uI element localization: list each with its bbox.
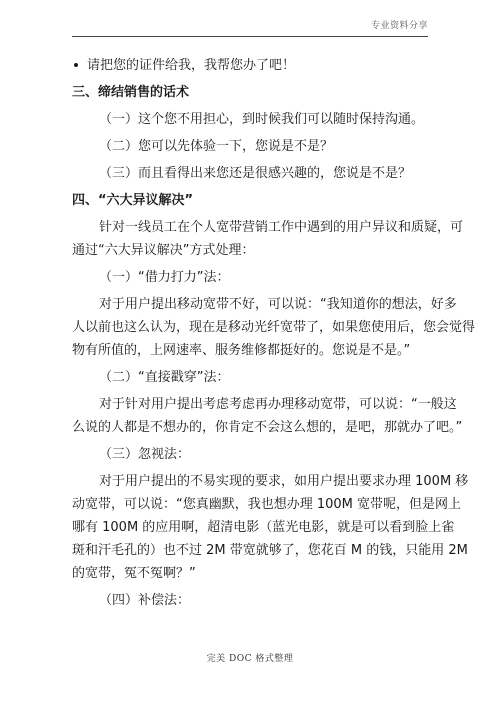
section-heading-4: 四、“六大异议解决” xyxy=(72,193,194,208)
list-item: （三）而且看得出来您还是很感兴趣的，您说是不是？ xyxy=(99,166,412,181)
header-divider xyxy=(72,36,428,37)
method-heading: （四）补偿法： xyxy=(99,593,191,608)
method-heading: （三）忽视法： xyxy=(99,447,191,462)
method-heading: （一）“借力打力”法： xyxy=(99,270,230,285)
section-heading-3: 三、缔结销售的话术 xyxy=(72,85,190,100)
list-item: （二）您可以先体验一下，您说是不是？ xyxy=(99,139,334,154)
page-footer: 完美 DOC 格式整理 xyxy=(206,654,294,664)
list-item: （一）这个您不用担心，到时候我们可以随时保持沟通。 xyxy=(99,112,425,127)
paragraph-line: 么说的人都是不想办的，你肯定不会这么想的，是吧，那就办了吧。” xyxy=(72,420,463,435)
paragraph-line: 对于用户提出移动宽带不好，可以说：“我知道你的想法，好多 xyxy=(99,297,457,312)
paragraph-line: 的宽带，冤不冤啊？” xyxy=(72,566,196,581)
document-body xyxy=(72,55,476,617)
paragraph-line: 斑和汗毛孔的）也不过 2M 带宽就够了，您花百 M 的钱，只能用 2M xyxy=(72,543,468,558)
bullet-text: 请把您的证件给我，我帮您办了吧！ xyxy=(87,58,296,73)
paragraph-line: 物有所值的，上网速率、服务维修都挺好的。您说是不是。” xyxy=(72,343,411,358)
page-header: 专业资料分享 xyxy=(370,21,428,31)
paragraph-line: 动宽带，可以说：“您真幽默，我也想办理 100M 宽带呢，但是网上 xyxy=(72,497,462,512)
bullet-item xyxy=(72,55,434,76)
paragraph-line: 人以前也这么认为，现在是移动光纤宽带了，如果您使用后，您会觉得 xyxy=(72,320,476,335)
paragraph-line: 对于针对用户提出考虑考虑再办理移动宽带，可以说：“一般这 xyxy=(99,397,457,412)
paragraph-line: 针对一线员工在个人宽带营销工作中遇到的用户异议和质疑，可 xyxy=(99,220,464,235)
method-heading: （二）“直接戳穿”法： xyxy=(99,370,230,385)
paragraph-line: 对于用户提出的不易实现的要求，如用户提出要求办理 100M 移 xyxy=(99,474,469,489)
bullet-icon xyxy=(74,63,78,67)
paragraph-line: 通过“六大异议解决”方式处理： xyxy=(72,243,255,258)
paragraph-line: 哪有 100M 的应用啊，超清电影（蓝光电影，就是可以看到脸上雀 xyxy=(72,520,455,535)
